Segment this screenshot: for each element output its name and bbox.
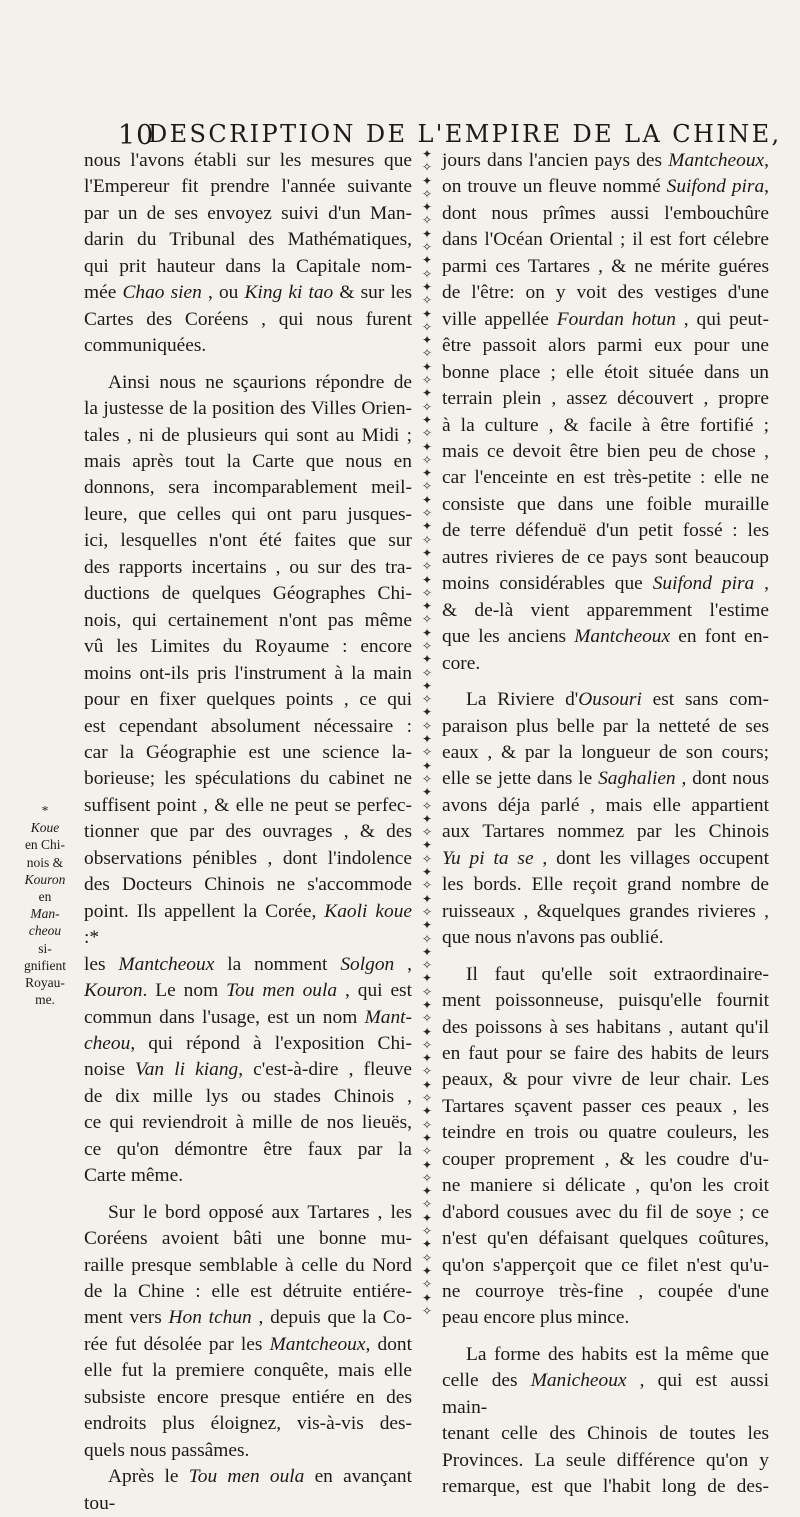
- page-number: 10: [118, 120, 155, 151]
- text-line: parmi ces Tartares , & ne mérite guéres: [442, 255, 769, 277]
- text-line: pour en fixer quelques points , ce qui: [84, 689, 412, 711]
- text-line: bonne place ; elle étoit située dans un: [442, 361, 769, 383]
- text-line: ment vers Hon tchun , depuis que la Co-: [84, 1307, 412, 1329]
- text-line: de la Chine : elle est détruite entiére-: [84, 1281, 412, 1303]
- italic-term: cheou: [28, 923, 62, 939]
- text-line: dans l'Océan Oriental ; il est fort célebre: [442, 229, 769, 251]
- text-line: nous l'avons établi sur les mesures que: [84, 150, 412, 171]
- text-line: ville appellée Fourdan hotun , qui peut-: [442, 308, 769, 330]
- text-line: tionner que par des ouvrages , & des: [84, 821, 412, 843]
- text-line: suffisent point , & elle ne peut se perfec-: [84, 794, 412, 816]
- text-line: jours dans l'ancien pays des Mantcheoux,: [442, 150, 769, 171]
- text-line: rée fut désolée par les Mantcheoux, dont: [84, 1333, 412, 1355]
- text-line: de dix mille lys ou stades Chinois ,: [84, 1085, 412, 1107]
- right-paragraph-4: [442, 1342, 769, 1501]
- italic-term: King ki tao: [244, 282, 334, 304]
- text-line: les Mantcheoux la nomment Solgon ,: [84, 953, 412, 975]
- text-line: Après le Tou men oula en avançant tou-: [84, 1466, 412, 1514]
- text-line: ruisseaux , &quelques grandes rivieres ,: [442, 900, 769, 922]
- italic-term: Tou men oula: [226, 980, 338, 1002]
- text-line: tenant celle des Chinois de toutes les: [442, 1423, 769, 1445]
- margin-note-line: me.: [35, 992, 55, 1008]
- text-line: vû les Limites du Royaume : encore: [84, 636, 412, 658]
- text-line: car la Géographie est une science la-: [84, 741, 412, 763]
- text-line: raille presque semblable à celle du Nord: [84, 1254, 412, 1276]
- text-line: terrain plein , assez découvert , propre: [442, 388, 769, 410]
- italic-term: Mantcheoux: [118, 953, 215, 975]
- text-line: La Riviere d'Ousouri est sans com-: [466, 689, 769, 711]
- italic-term: Suifond pira: [652, 573, 755, 595]
- text-line: consiste que dans une foible muraille: [442, 493, 769, 515]
- text-line: leure, que celles qui ont paru jusques-: [84, 503, 412, 525]
- text-line: des Docteurs Chinois ne s'accommode: [84, 874, 412, 896]
- italic-term: Mantcheoux: [269, 1333, 366, 1355]
- margin-note-line: nois &: [26, 854, 64, 870]
- right-column: [442, 148, 770, 1498]
- text-line: point. Ils appellent la Corée, Kaoli koue :*: [84, 900, 412, 949]
- right-paragraph-2: [442, 687, 769, 952]
- italic-term: Van li kiang: [135, 1059, 239, 1081]
- text-line: teindre en trois ou quatre couleurs, les: [442, 1122, 769, 1144]
- text-line: mais après tout la Carte que nous en: [84, 450, 412, 472]
- margin-note: [14, 802, 76, 1008]
- text-line: Kouron. Le nom Tou men oula , qui est: [84, 980, 412, 1002]
- text-line: des poissons à ses habitans , autant qu'il: [442, 1016, 769, 1038]
- italic-term: Saghalien: [598, 768, 676, 790]
- text-line: couper proprement , & les coudre d'u-: [442, 1148, 769, 1170]
- text-line: borieuse; les spéculations du cabinet ne: [84, 768, 412, 790]
- text-line: n'est qu'en défaisant quelques coûtures,: [442, 1228, 769, 1250]
- text-line: Tartares sçavent passer ces peaux , les: [442, 1095, 769, 1117]
- text-line: que nous n'avons pas oublié.: [442, 927, 664, 949]
- italic-term: Mantcheoux: [574, 626, 671, 648]
- italic-term: Ousouri: [578, 689, 642, 711]
- margin-note-line: [14, 905, 76, 922]
- text-line: qu'on s'apperçoit que ce filet n'est qu'u-: [442, 1254, 769, 1276]
- text-line: elle fut la premiere conquête, mais elle: [84, 1360, 412, 1382]
- italic-term: Koue: [30, 820, 60, 836]
- text-line: moins ont-ils pris l'instrument à la main: [84, 662, 412, 684]
- left-paragraph-4: [84, 1464, 412, 1517]
- margin-note-line: Kouron en: [14, 871, 76, 905]
- text-line: noise Van li kiang, c'est-à-dire , fleuve: [84, 1059, 413, 1081]
- text-line: endroits plus éloignez, vis-à-vis des-: [84, 1413, 412, 1435]
- text-line: mée Chao sien , ou King ki tao & sur les: [84, 282, 412, 304]
- text-line: de terre défenduë d'un petit fossé : les: [442, 520, 769, 542]
- text-line: ici, lesquelles n'ont été faites que sur: [84, 530, 412, 552]
- text-line: d'abord cousues avec du fil de soye ; ce: [442, 1201, 769, 1223]
- italic-term: Solgon: [340, 953, 395, 975]
- margin-note-line: Royau-: [25, 975, 65, 991]
- text-line: paraison plus belle par la netteté de ses: [442, 715, 769, 737]
- italic-term: Hon tchun: [168, 1307, 252, 1329]
- text-line: peaux, & pour vivre de leur chair. Les: [442, 1069, 769, 1091]
- text-line: communiquées.: [84, 335, 207, 357]
- text-line: Yu pi ta se , dont les villages occupent: [442, 847, 769, 869]
- text-line: Coréens avoient bâti une bonne mu-: [84, 1228, 412, 1250]
- text-line: donnons, sera incomparablement meil-: [84, 477, 412, 499]
- italic-term: Kaoli koue: [324, 900, 412, 922]
- text-line: des rapports incertains , ou sur des tra-: [84, 556, 412, 578]
- left-paragraph-2: [84, 370, 412, 1190]
- text-line: par un de ses envoyez suivi d'un Man-: [84, 202, 412, 224]
- text-line: Carte même.: [84, 1165, 184, 1187]
- text-line: ductions de quelques Géographes Chi-: [84, 583, 412, 605]
- text-line: cheou, qui répond à l'exposition Chi-: [84, 1032, 412, 1054]
- left-paragraph-3: [84, 1200, 412, 1465]
- text-line: mais ce devoit être bien peu de chose ,: [442, 440, 769, 462]
- text-line: core.: [442, 652, 481, 674]
- text-line: Cartes des Coréens , qui nous furent: [84, 308, 412, 330]
- italic-term: Yu pi ta se: [442, 847, 534, 869]
- italic-term: Manicheoux: [530, 1370, 627, 1392]
- text-line: subsiste encore presque entiére en des: [84, 1386, 412, 1408]
- text-line: à la culture , & facile à être fortifié ;: [442, 414, 769, 436]
- text-line: être passoit alors parmi eux pour une: [442, 335, 769, 357]
- text-line: ce qu'on démontre être faux par la: [84, 1138, 412, 1160]
- text-line: car l'enceinte en est très-petite : elle ne: [442, 467, 769, 489]
- text-line: on trouve un fleuve nommé Suifond pira,: [442, 176, 769, 198]
- text-line: remarque, est que l'habit long de des-: [442, 1476, 769, 1498]
- text-line: elle se jette dans le Saghalien , dont nous: [442, 768, 770, 790]
- italic-term: cheou: [84, 1032, 131, 1054]
- italic-term: Mant-: [364, 1006, 412, 1028]
- text-line: peau encore plus mince.: [442, 1307, 630, 1329]
- text-line: que les anciens Mantcheoux en font en-: [442, 626, 769, 648]
- italic-term: Kouron: [24, 871, 66, 887]
- right-paragraph-1: [442, 148, 769, 677]
- italic-term: Man-: [30, 906, 60, 922]
- text-line: quels nous passâmes.: [84, 1439, 250, 1461]
- margin-note-line: en Chi-: [24, 837, 66, 853]
- italic-term: Fourdan hotun: [556, 308, 676, 330]
- text-line: celle des Manicheoux , qui est aussi main-: [442, 1370, 769, 1418]
- text-line: est cependant absolument nécessaire :: [84, 715, 412, 737]
- text-line: ce qui reviendroit à mille de nos lieuës,: [84, 1112, 412, 1134]
- text-line: moins considérables que Suifond pira ,: [442, 573, 769, 595]
- text-line: commun dans l'usage, est un nom Mant-: [84, 1006, 412, 1028]
- text-line: ment poissonneuse, puisqu'elle fournit: [442, 990, 769, 1012]
- margin-note-line: gnifient: [24, 957, 66, 973]
- text-line: de l'être: on y voit des vestiges d'une: [442, 282, 769, 304]
- text-line: avons déja parlé , mais elle appartient: [442, 794, 769, 816]
- text-line: qui prit hauteur dans la Capitale nom-: [84, 255, 412, 277]
- text-line: la justesse de la position des Villes Orien-: [84, 398, 412, 420]
- text-line: dont nous prîmes aussi l'embouchûre: [442, 202, 769, 224]
- ornamental-column-divider: ✦ ✧ ✦ ✧ ✦ ✧ ✦ ✧ ✦ ✧ ✦ ✧ ✦ ✧ ✦ ✧ ✦ ✧ ✦ ✧ ✦ ✧ ✦ ✧ ✦ ✧ ✦ ✧ ✦ ✧ ✦ ✧ ✦ ✧ ✦ ✧ ✦ ✧ ✦ ✧ ✦ ✧ ✦ ✧ ✦ ✧ ✦ ✧ ✦ ✧ ✦ ✧ ✦ ✧ ✦ ✧ ✦ ✧ ✦ ✧ ✦ ✧ ✦ ✧ ✦ ✧ ✦ ✧ ✦ ✧ ✦ ✧ ✦ ✧ ✦ ✧ ✦ ✧ ✦ ✧ ✦ ✧ ✦ ✧ ✦ ✧ ✦ ✧: [421, 147, 433, 1318]
- text-line: nois, qui certainement n'ont pas même: [84, 609, 412, 631]
- text-line: ne courroye très-fine , coupée d'une: [442, 1281, 769, 1303]
- margin-note-line: cheou si-: [14, 922, 76, 956]
- text-line: Provinces. La seule différence qu'on y: [442, 1449, 769, 1471]
- italic-term: Chao sien: [122, 282, 202, 304]
- text-line: eaux , & par la longueur de son cours;: [442, 741, 769, 763]
- italic-term: Kouron: [84, 980, 143, 1002]
- text-line: Sur le bord opposé aux Tartares , les: [108, 1201, 412, 1223]
- left-column: [84, 148, 413, 1514]
- text-line: La forme des habits est la même que: [466, 1343, 769, 1365]
- italic-term: Tou men oula: [188, 1466, 305, 1488]
- italic-term: Mantcheoux: [668, 150, 765, 171]
- margin-note-line: * Koue: [14, 802, 76, 836]
- text-line: observations pénibles , dont l'indolence: [84, 847, 412, 869]
- text-line: darin du Tribunal des Mathématiques,: [84, 229, 412, 251]
- running-title: DESCRIPTION DE L'EMPIRE DE LA CHINE,: [148, 120, 782, 148]
- left-paragraph-1: [84, 148, 412, 360]
- text-line: tales , ni de plusieurs qui sont au Midi ;: [84, 424, 412, 446]
- text-line: ne maniere si délicate , qu'on les croit: [442, 1175, 769, 1197]
- text-line: & de-là vient apparemment l'estime: [442, 599, 769, 621]
- text-line: Ainsi nous ne sçaurions répondre de: [108, 371, 412, 393]
- text-line: l'Empereur fit prendre l'année suivante: [84, 176, 412, 198]
- text-line: aux Tartares nommez par les Chinois: [442, 821, 769, 843]
- text-line: Il faut qu'elle soit extraordinaire-: [466, 963, 769, 985]
- text-line: en faut pour se faire des habits de leurs: [442, 1042, 769, 1064]
- right-paragraph-3: [442, 962, 769, 1332]
- italic-term: Suifond pira: [666, 176, 765, 198]
- text-line: les bords. Elle reçoit grand nombre de: [442, 874, 769, 896]
- text-line: autres rivieres de ce pays sont beaucoup: [442, 546, 769, 568]
